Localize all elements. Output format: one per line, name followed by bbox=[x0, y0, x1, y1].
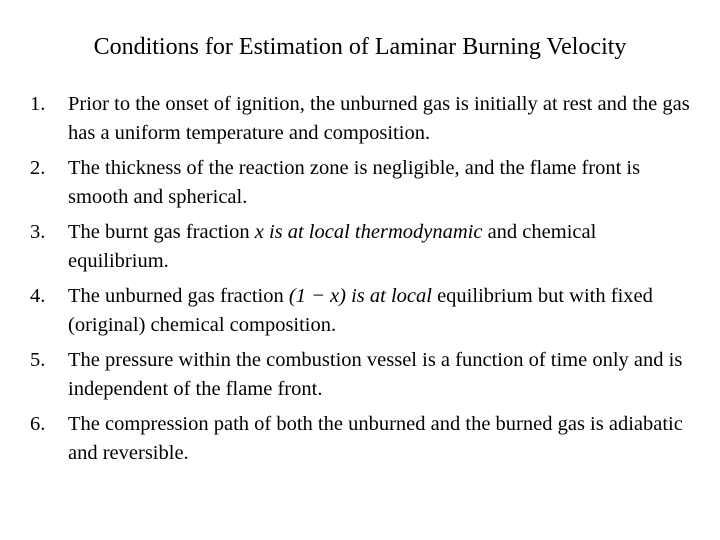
item-text-after: equilibrium but with fixed (original) chemical composition. bbox=[68, 285, 653, 336]
item-text-italic: (1 − x) is at local bbox=[288, 285, 432, 307]
item-number: 1. bbox=[30, 93, 46, 115]
item-number: 3. bbox=[30, 221, 46, 243]
condition-item-5 bbox=[30, 346, 690, 404]
item-number: 4. bbox=[30, 285, 46, 307]
item-text-before: The unburned gas fraction bbox=[68, 285, 289, 307]
item-text: The pressure within the combustion vessel is a function of time only and is independent of the flame front. bbox=[68, 349, 683, 400]
condition-item-6 bbox=[30, 410, 690, 468]
item-text: The compression path of both the unburned and the burned gas is adiabatic and reversible. bbox=[68, 413, 683, 464]
item-text: Prior to the onset of ignition, the unburned gas is initially at rest and the gas has a uniform temperature and composition. bbox=[68, 93, 690, 144]
condition-item-2 bbox=[30, 154, 690, 212]
item-text-after: and chemical equilibrium. bbox=[68, 221, 597, 272]
condition-item-4 bbox=[30, 282, 690, 340]
slide-title: Conditions for Estimation of Laminar Burning Velocity bbox=[93, 34, 627, 60]
item-text: The thickness of the reaction zone is negligible, and the flame front is smooth and spherical. bbox=[68, 157, 641, 208]
condition-item-1 bbox=[30, 90, 690, 148]
item-number: 5. bbox=[30, 349, 46, 371]
item-text-italic: x is at local thermodynamic bbox=[254, 221, 483, 243]
condition-item-3 bbox=[30, 218, 690, 276]
item-number: 2. bbox=[30, 157, 46, 179]
item-text-before: The burnt gas fraction bbox=[68, 221, 255, 243]
conditions-list bbox=[30, 90, 690, 474]
item-number: 6. bbox=[30, 413, 46, 435]
